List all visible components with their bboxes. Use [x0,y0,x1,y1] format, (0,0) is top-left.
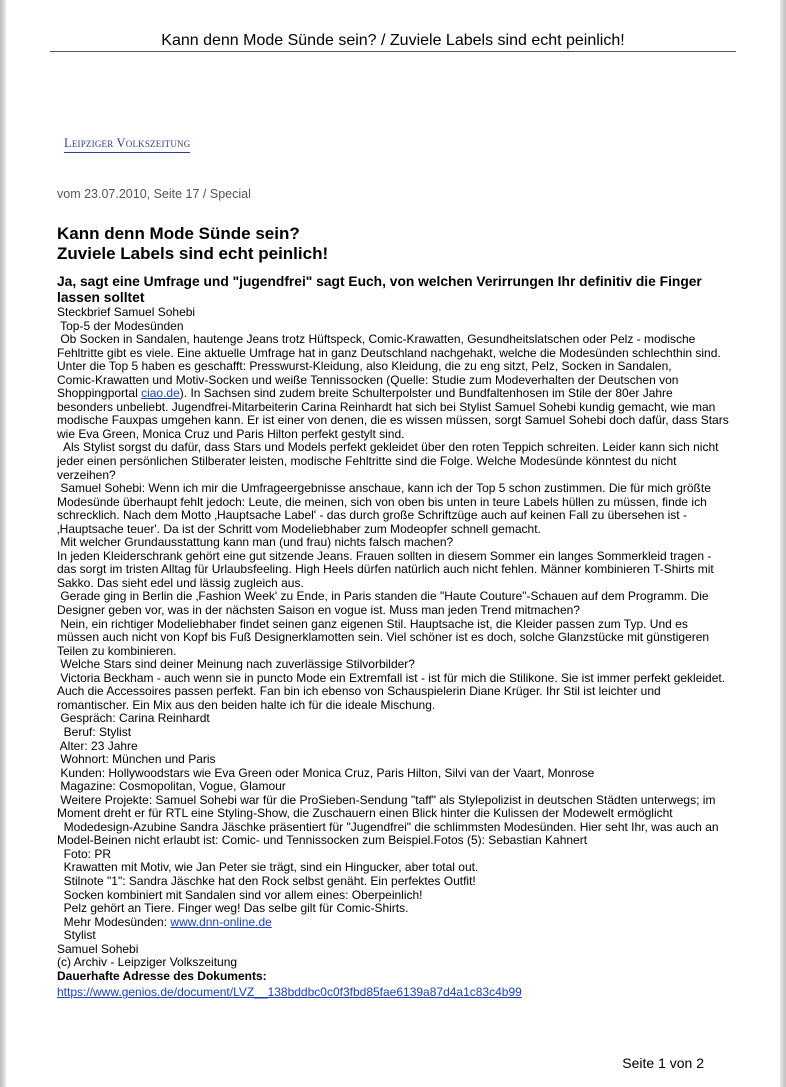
body-line: Designer geben vor, was in der nächsten Saison en vogue ist. Muss man jeden Trend mitmachen? [57,603,580,618]
body-line: besonders unbeliebt. Jugendfrei-Mitarbeiterin Carina Reinhardt hat sich bei Stylist Samuel Sohebi kundig gemacht, wie man [57,399,716,414]
body-line: Nein, ein richtiger Modeliebhaber findet seinen ganz eigenen Stil. Hauptsache ist, die Kleider passen zum Typ. Und es [57,616,688,631]
body-line: Modedesign-Azubine Sandra Jäschke präsentiert für "Jugendfrei" die schlimmsten Modesünden. Hier seht Ihr, was auch an [57,819,719,834]
body-line: Kunden: Hollywoodstars wie Eva Green oder Monica Cruz, Paris Hilton, Silvi van der Vaart, Monrose [57,765,595,780]
body-line: Samuel Sohebi: Wenn ich mir die Umfrageergebnisse anschaue, kann ich der Top 5 schon zustimmen. Die für mich größte [57,481,711,496]
body-line: modische Fauxpas umgehen kann. Er ist einer von denen, die es wissen müssen, sorgt Samuel Sohebi doch dafür, dass Stars [57,413,729,428]
body-line: verzeihen? [57,467,116,482]
body-line: Als Stylist sorgst du dafür, dass Stars und Models perfekt gekleidet über den roten Teppich schreiten. Leider kann sich nicht [57,440,719,455]
article-subtitle: Ja, sagt eine Umfrage und "jugendfrei" sagt Euch, von welchen Verirrungen Ihr definitiv die Finger lassen solltet [57,274,702,305]
body-line: Magazine: Cosmopolitan, Vogue, Glamour [57,779,286,794]
body-line: In jeden Kleiderschrank gehört eine gut sitzende Jeans. Frauen sollten in diesem Sommer ein langes Sommerkleid tragen - [57,548,712,563]
article-body [57,305,729,970]
body-line: Unter die Top 5 haben es geschafft: Presswurst-Kleidung, also Kleidung, die zu eng sitzt, Pelz, Socken in Sandalen, [57,359,672,374]
body-line: Stilnote "1": Sandra Jäschke hat den Rock selbst genäht. Ein perfektes Outfit! [57,873,476,888]
body-line: Pelz gehört an Tiere. Finger weg! Das selbe gilt für Comic-Shirts. [57,901,409,916]
body-line: ‚Hauptsache teuer'. Da ist der Schritt vom Modeliebhaber zum Modeopfer schnell gemacht. [57,521,541,536]
body-line: Krawatten mit Motiv, wie Jan Peter sie trägt, sind ein Hingucker, aber total out. [57,860,479,875]
article-title: Kann denn Mode Sünde sein? Zuviele Labels sind echt peinlich! [57,224,329,263]
body-line: wie Eva Green, Monica Cruz und Paris Hilton perfekt gestylt sind. [57,426,405,441]
body-line: Victoria Beckham - auch wenn sie in puncto Mode ein Extremfall ist - ist für mich die Stilikone. Sie ist immer perfekt gekleidet. [57,670,726,685]
body-line: Alter: 23 Jahre [57,738,138,753]
body-line: Stylist [57,928,96,943]
body-line: Moment dreht er für RTL eine Styling-Show, die Zuschauern einen Blick hinter die Kulissen der Modewelt ermöglicht [57,806,673,821]
body-line: Mehr Modesünden: www.dnn-online.de [57,914,272,929]
article-meta: vom 23.07.2010, Seite 17 / Special [57,187,251,201]
body-line: (c) Archiv - Leipziger Volkszeitung [57,955,238,970]
inline-link[interactable]: www.dnn-online.de [170,914,272,929]
page-shadow-right [780,0,786,1087]
body-line: Mit welcher Grundausstattung kann man (und frau) nichts falsch machen? [57,535,454,550]
document-address-link[interactable]: https://www.genios.de/document/LVZ__138bddbc0c0f3fbd85fae6139a87d4a1c83c4b99 [57,985,522,1000]
body-line: jeder einen persönlichen Stilberater leisten, modische Fehltritte sind die Folge. Welche Modesünde könntest du nicht [57,454,677,469]
newspaper-logo: Leipziger Volkszeitung [64,136,190,153]
body-line: Shoppingportal ciao.de). In Sachsen sind zudem breite Schulterpolster und Bundfaltenhosen im Stile der 80er Jahre [57,386,673,401]
body-line: Fehltritte gibt es viele. Eine aktuelle Umfrage hat in ganz Deutschland nachgehakt, welche die Modesünden schlechthin sind. [57,345,721,360]
body-line: Sakko. Das sieht edel und lässig zugleich aus. [57,575,304,590]
body-line: Gerade ging in Berlin die ‚Fashion Week' zu Ende, in Paris standen die "Haute Couture"-Schauen auf dem Programm. Die [57,589,709,604]
body-line: Comic-Krawatten und Motiv-Socken und weiße Tennissocken (Quelle: Studie zum Modeverhalten der Deutschen von [57,372,679,387]
body-line: Beruf: Stylist [57,724,132,739]
page-number: Seite 1 von 2 [622,1055,704,1071]
body-line: Weitere Projekte: Samuel Sohebi war für die ProSieben-Sendung "taff" als Stylepolizist in deutschen Städten unterwegs; im [57,792,716,807]
page-shadow-left [0,0,6,1087]
body-line: Modesünde überhaupt fehlt jedoch: Leute, die meinen, sich von oben bis unten in teure Labels hüllen zu müssen, finde ich [57,494,707,509]
body-line: Model-Beinen nicht erlaubt ist: Comic- und Tennissocken zum Beispiel.Fotos (5): Sebastian Kahnert [57,833,588,848]
body-line: das sorgt im tristen Alltag für Urlaubsfeeling. High Heels dürfen natürlich auch nicht fehlen. Männer kombinieren T-Shirts mit [57,562,714,577]
body-line: müssen auch nicht von Kopf bis Fuß Designerklamotten sein. Viel schöner ist es doch, solche Glanzstücke mit günstigeren [57,630,710,645]
body-line: romantischer. Ein Mix aus den beiden halte ich für die ideale Mischung. [57,697,436,712]
inline-link[interactable]: ciao.de [141,386,180,401]
document-address-label: Dauerhafte Adresse des Dokuments: [57,968,267,983]
body-line: Auch die Accessoires passen perfekt. Fan bin ich ebenso von Schauspielerin Diane Krüger. Ihr Stil ist leichter und [57,684,661,699]
body-line: Samuel Sohebi [57,941,139,956]
body-line: Wohnort: München und Paris [57,752,216,767]
body-line: Steckbrief Samuel Sohebi [57,305,196,319]
body-line: schrecklich. Nach dem Motto ‚Hauptsache Label' - das durch große Schriftzüge auch auf keinen Fall zu übersehen ist - [57,508,687,523]
body-line: Socken kombiniert mit Sandalen sind vor allem eines: Oberpeinlich! [57,887,423,902]
body-line: Welche Stars sind deiner Meinung nach zuverlässige Stilvorbilder? [57,657,415,672]
body-line: Top-5 der Modesünden [57,318,184,333]
body-line: Gespräch: Carina Reinhardt [57,711,210,726]
body-line: Teilen zu kombinieren. [57,643,177,658]
article-content [57,224,729,1001]
body-line: Ob Socken in Sandalen, hautenge Jeans trotz Hüftspeck, Comic-Krawatten, Gesundheitslatschen oder Pelz - modische [57,332,696,347]
body-line: Foto: PR [57,846,112,861]
page-header-title: Kann denn Mode Sünde sein? / Zuviele Labels sind echt peinlich! [50,32,736,52]
